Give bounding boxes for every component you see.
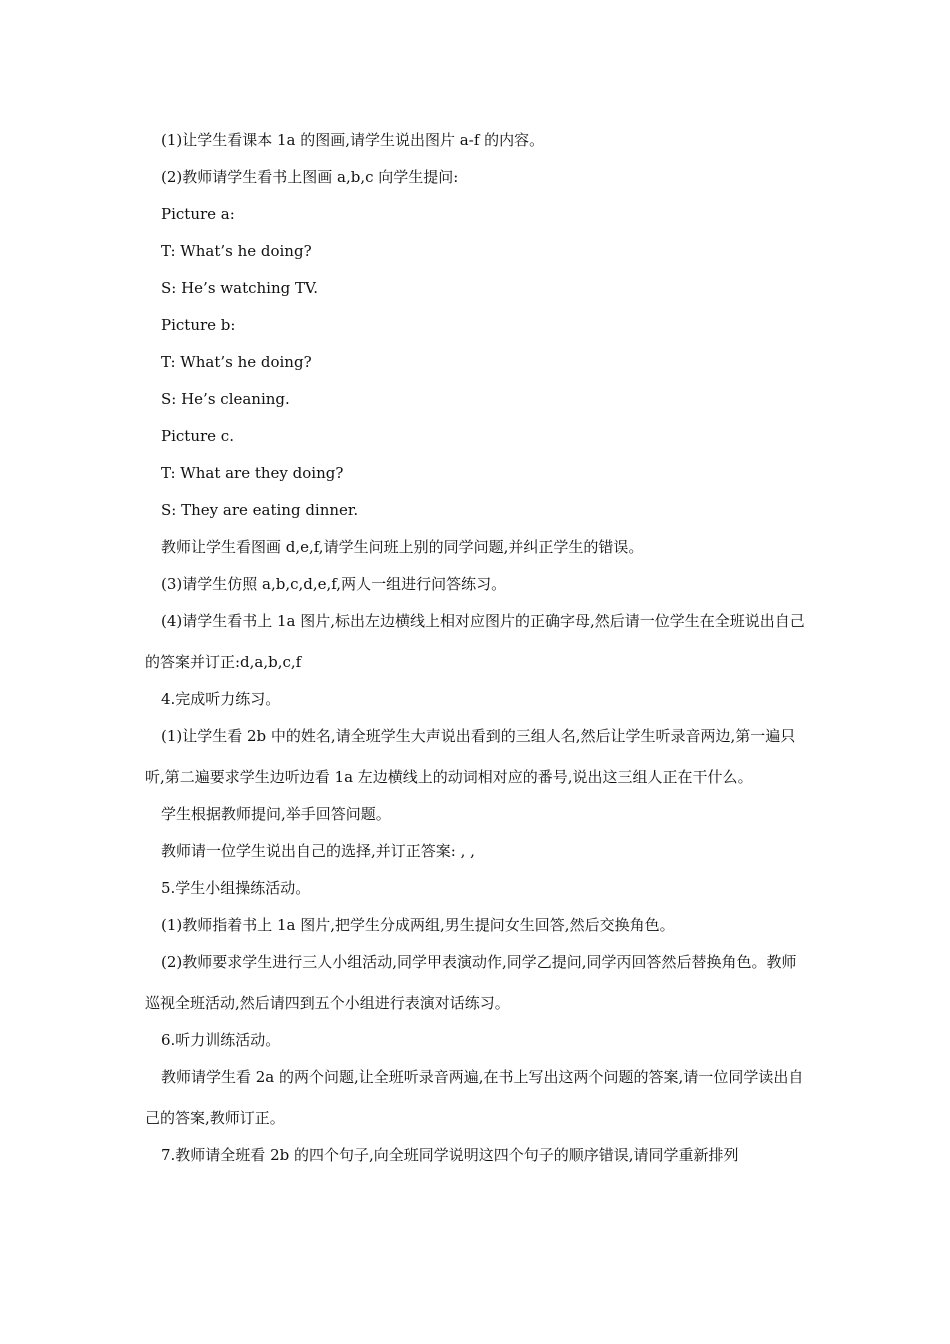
- paragraph: T: What are they doing?: [161, 464, 344, 482]
- paragraph: S: He’s watching TV.: [161, 279, 318, 297]
- paragraph: Picture a:: [161, 205, 235, 223]
- paragraph: Picture c.: [161, 427, 234, 445]
- document-body: [145, 122, 810, 1174]
- paragraph: 7.教师请全班看 2b 的四个句子,向全班同学说明这四个句子的顺序错误,请同学重新排列: [161, 1146, 739, 1164]
- paragraph: 学生根据教师提问,举手回答问题。: [161, 805, 391, 823]
- paragraph: 4.完成听力练习。: [161, 690, 281, 708]
- paragraph: 教师让学生看图画 d,e,f,请学生问班上别的同学问题,并纠正学生的错误。: [161, 538, 644, 556]
- paragraph: T: What’s he doing?: [161, 242, 312, 260]
- paragraph: 6.听力训练活动。: [161, 1031, 281, 1049]
- paragraph: (4)请学生看书上 1a 图片,标出左边横线上相对应图片的正确字母,然后请一位学生在全班说出自己的答案并订正:d,a,b,c,f: [145, 612, 805, 671]
- paragraph: Picture b:: [161, 316, 236, 334]
- paragraph: (2)教师要求学生进行三人小组活动,同学甲表演动作,同学乙提问,同学丙回答然后替换角色。教师巡视全班活动,然后请四到五个小组进行表演对话练习。: [145, 953, 797, 1012]
- paragraph: S: They are eating dinner.: [161, 501, 359, 519]
- paragraph: (1)教师指着书上 1a 图片,把学生分成两组,男生提问女生回答,然后交换角色。: [161, 916, 675, 934]
- paragraph: (2)教师请学生看书上图画 a,b,c 向学生提问:: [161, 168, 459, 186]
- paragraph: (1)让学生看 2b 中的姓名,请全班学生大声说出看到的三组人名,然后让学生听录音两边,第一遍只听,第二遍要求学生边听边看 1a 左边横线上的动词相对应的番号,说出这三组人正在干什么。: [145, 727, 796, 786]
- paragraph: (1)让学生看课本 1a 的图画,请学生说出图片 a-f 的内容。: [161, 131, 545, 149]
- paragraph: 教师请一位学生说出自己的选择,并订正答案: , ,: [161, 842, 475, 860]
- paragraph: 5.学生小组操练活动。: [161, 879, 311, 897]
- paragraph: S: He’s cleaning.: [161, 390, 290, 408]
- paragraph: (3)请学生仿照 a,b,c,d,e,f,两人一组进行问答练习。: [161, 575, 507, 593]
- paragraph: 教师请学生看 2a 的两个问题,让全班听录音两遍,在书上写出这两个问题的答案,请一位同学读出自己的答案,教师订正。: [145, 1068, 804, 1127]
- paragraph: T: What’s he doing?: [161, 353, 312, 371]
